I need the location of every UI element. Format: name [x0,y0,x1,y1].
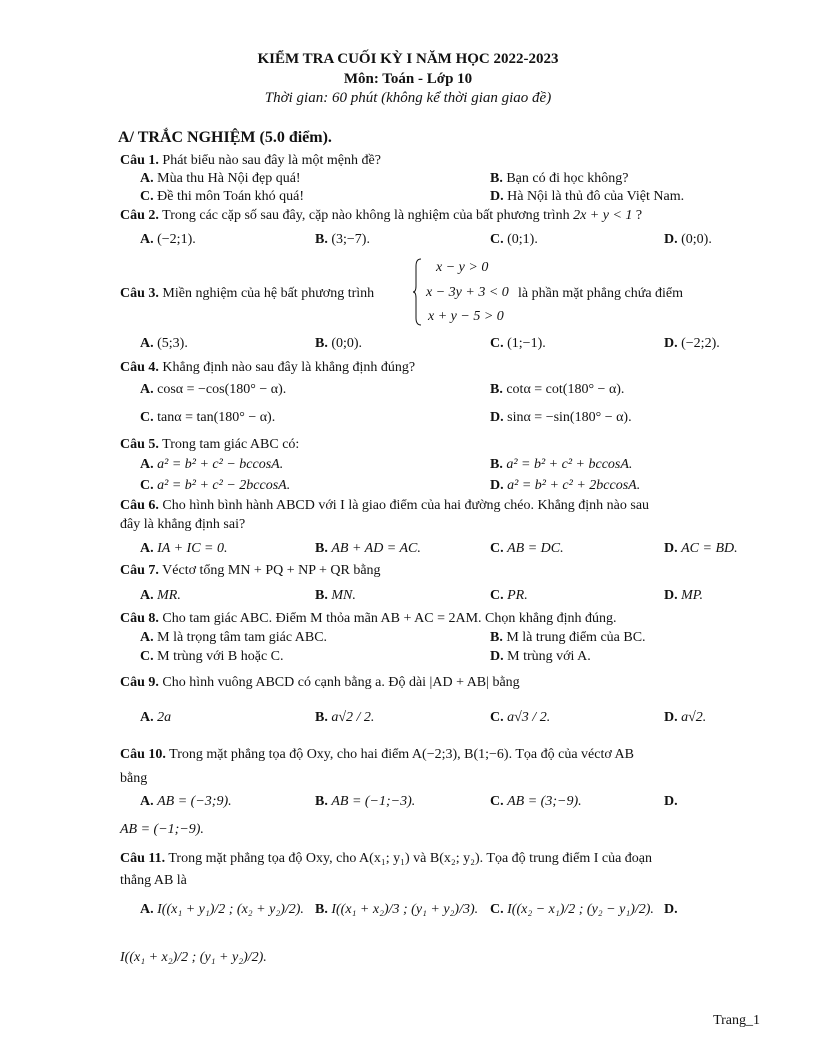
exam-time: Thời gian: 60 phút (không kể thời gian giao đề) [264,90,552,106]
question-label: Câu 1. [120,153,159,168]
question-4: Câu 4. Khẳng định nào sau đây là khẳng định đúng? [120,360,416,375]
question-11-line2: thẳng AB là [120,873,187,888]
q8-option-a: A. M là trọng tâm tam giác ABC. [140,630,328,645]
section-heading: A/ TRẮC NGHIỆM (5.0 điểm). [118,129,332,146]
q10-option-d-label: D. [664,794,678,809]
page-number: Trang_1 [713,1013,760,1028]
question-9: Câu 9. Cho hình vuông ABCD có cạnh bằng a. Độ dài |AD + AB| bằng [120,675,520,690]
q7-option-d: D. MP. [664,588,704,603]
question-6-line2: đây là khẳng định sai? [120,517,246,532]
q8-option-c: C. M trùng với B hoặc C. [140,649,284,664]
question-8: Câu 8. Cho tam giác ABC. Điểm M thỏa mãn AB + AC = 2AM. Chọn khẳng định đúng. [120,611,617,626]
q1-option-b: B. Bạn có đi học không? [490,171,629,186]
q5-option-a: A. a² = b² + c² − bccosA. [140,457,284,472]
question-11: Câu 11. Trong mặt phẳng tọa độ Oxy, cho A(x₁; y₁) và B(x₂; y₂). Tọa độ trung điểm I của đoạn [120,851,653,866]
inequality-expr: 2x + y < 1 [573,208,633,223]
q4-option-b: B. cotα = cot(180° − α). [490,382,625,397]
question-10-line2: bằng [120,771,148,786]
system-line-3: x + y − 5 > 0 [428,309,504,324]
q7-option-b: B. MN. [315,588,356,603]
q3-option-b: B. (0;0). [315,336,363,351]
question-2: Câu 2. Trong các cặp số sau đây, cặp nào không là nghiệm của bất phương trình 2x + y < 1 ? [120,208,643,223]
q5-option-b: B. a² = b² + c² + bccosA. [490,457,633,472]
q4-option-c: C. tanα = tan(180° − α). [140,410,276,425]
q9-option-b: B. a√2 / 2. [315,710,375,725]
q10-option-c: C. AB = (3;−9). [490,794,582,809]
q11-option-c: C. I((x₂ − x₁)/2 ; (y₂ − y₁)/2). [490,902,654,917]
q2-option-c: C. (0;1). [490,232,538,247]
question-3-tail: là phần mặt phẳng chứa điểm [518,286,684,301]
q10-option-d: AB = (−1;−9). [120,822,204,837]
system-brace [412,258,422,326]
q1-option-c: C. Đề thi môn Toán khó quá! [140,189,305,204]
q4-option-d: D. sinα = −sin(180° − α). [490,410,632,425]
exam-title: KIỂM TRA CUỐI KỲ I NĂM HỌC 2022-2023 [257,51,559,67]
q11-option-a: A. I((x₁ + y₁)/2 ; (x₂ + y₂)/2). [140,902,304,917]
question-10: Câu 10. Trong mặt phẳng tọa độ Oxy, cho hai điểm A(−2;3), B(1;−6). Tọa độ của véctơ AB [120,747,634,762]
q9-option-d: D. a√2. [664,710,707,725]
q3-option-d: D. (−2;2). [664,336,720,351]
q4-option-a: A. cosα = −cos(180° − α). [140,382,287,397]
question-7: Câu 7. Véctơ tổng MN + PQ + NP + QR bằng [120,563,381,578]
q6-option-a: A. IA + IC = 0. [140,541,228,556]
q10-option-a: A. AB = (−3;9). [140,794,232,809]
q5-option-c: C. a² = b² + c² − 2bccosA. [140,478,291,493]
q1-option-a: A. Mùa thu Hà Nội đẹp quá! [140,171,301,186]
question-text: Phát biểu nào sau đây là một mệnh đề? [162,153,381,168]
q6-option-b: B. AB + AD = AC. [315,541,421,556]
q6-option-d: D. AC = BD. [664,541,738,556]
question-1 [120,153,381,170]
q2-option-d: D. (0;0). [664,232,712,247]
q11-option-d: I((x₁ + x₂)/2 ; (y₁ + y₂)/2). [120,950,267,965]
q11-option-b: B. I((x₁ + x₂)/3 ; (y₁ + y₂)/3). [315,902,479,917]
q8-option-b: B. M là trung điểm của BC. [490,630,646,645]
q3-option-c: C. (1;−1). [490,336,546,351]
exam-subject: Môn: Toán - Lớp 10 [343,71,473,87]
q3-option-a: A. (5;3). [140,336,188,351]
q10-option-b: B. AB = (−1;−3). [315,794,416,809]
q6-option-c: C. AB = DC. [490,541,564,556]
q9-option-a: A. 2a [140,710,172,725]
q2-option-b: B. (3;−7). [315,232,370,247]
q7-option-a: A. MR. [140,588,181,603]
q8-option-d: D. M trùng với A. [490,649,591,664]
question-5: Câu 5. Trong tam giác ABC có: [120,437,300,452]
q5-option-d: D. a² = b² + c² + 2bccosA. [490,478,641,493]
q7-option-c: C. PR. [490,588,528,603]
system-line-2: x − 3y + 3 < 0 [426,285,509,300]
q1-option-d: D. Hà Nội là thủ đô của Việt Nam. [490,189,685,204]
q9-option-c: C. a√3 / 2. [490,710,551,725]
question-6: Câu 6. Cho hình bình hành ABCD với I là giao điểm của hai đường chéo. Khẳng định nào sau [120,498,650,513]
system-line-1: x − y > 0 [436,260,489,275]
q2-option-a: A. (−2;1). [140,232,196,247]
q11-option-d-label: D. [664,902,678,917]
question-3: Câu 3. Miền nghiệm của hệ bất phương trình [120,286,375,301]
